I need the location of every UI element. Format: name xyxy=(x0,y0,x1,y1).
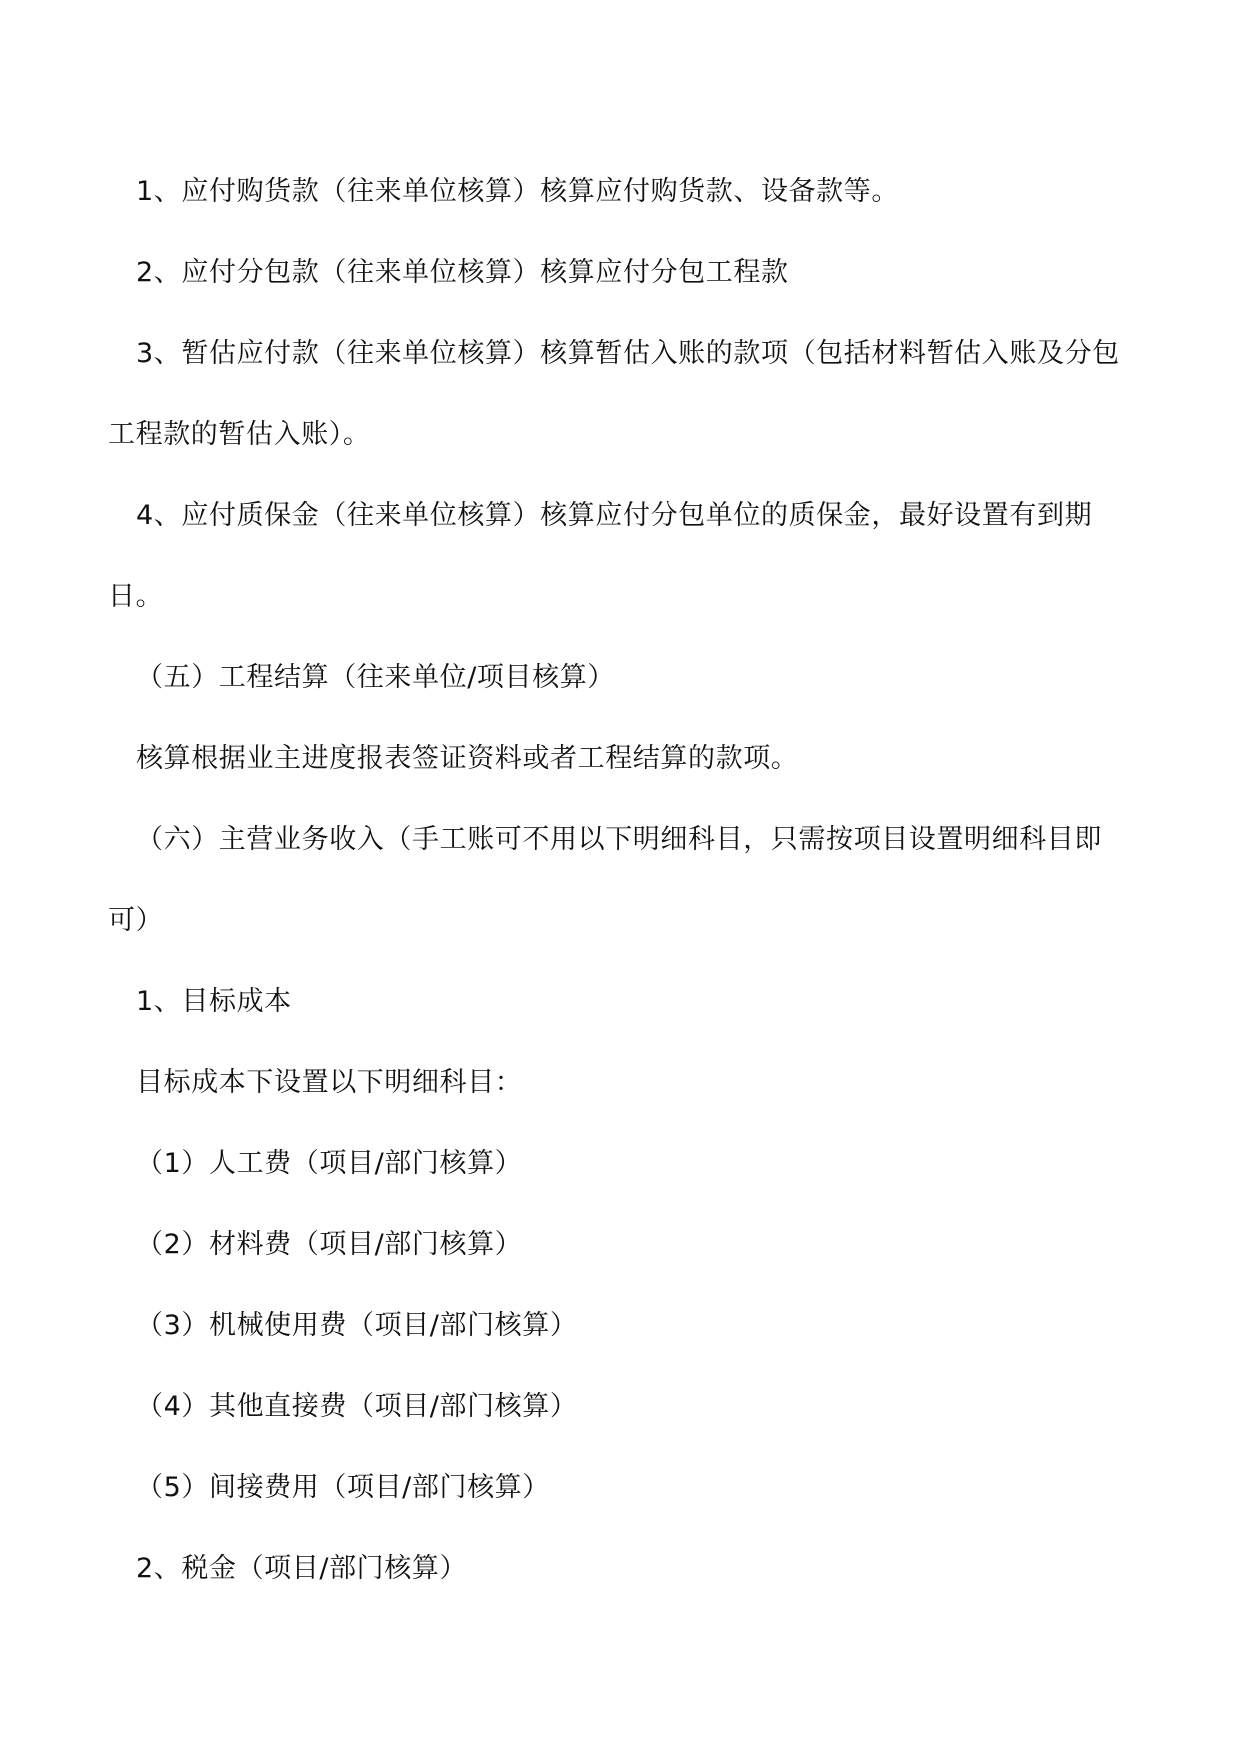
list-item-labor-cost: （1）人工费（项目/部门核算） xyxy=(136,1148,523,1179)
list-item-other-direct-cost: （4）其他直接费（项目/部门核算） xyxy=(136,1391,578,1422)
heading-taxes: 2、税金（项目/部门核算） xyxy=(136,1553,468,1584)
paragraph-payable-subcontract: 2、应付分包款（往来单位核算）核算应付分包工程款 xyxy=(136,257,789,288)
heading-main-business-income: （六）主营业务收入（手工账可不用以下明细科目，只需按项目设置明细科目即可） xyxy=(108,824,1102,936)
paragraph-warranty-payable: 4、应付质保金（往来单位核算）核算应付分包单位的质保金，最好设置有到期日。 xyxy=(108,500,1093,612)
paragraph-target-cost-subitems: 目标成本下设置以下明细科目： xyxy=(136,1067,523,1098)
paragraph-payable-purchase: 1、应付购货款（往来单位核算）核算应付购货款、设备款等。 xyxy=(136,176,899,207)
list-item-material-cost: （2）材料费（项目/部门核算） xyxy=(136,1229,523,1260)
list-item-machinery-cost: （3）机械使用费（项目/部门核算） xyxy=(136,1310,578,1341)
paragraph-estimated-payable: 3、暂估应付款（往来单位核算）核算暂估入账的款项（包括材料暂估入账及分包工程款的暂估入账）。 xyxy=(108,338,1120,450)
heading-target-cost: 1、目标成本 xyxy=(136,986,292,1017)
paragraph-settlement-description: 核算根据业主进度报表签证资料或者工程结算的款项。 xyxy=(136,743,799,774)
heading-engineering-settlement: （五）工程结算（往来单位/项目核算） xyxy=(136,662,615,693)
list-item-indirect-cost: （5）间接费用（项目/部门核算） xyxy=(136,1472,550,1503)
